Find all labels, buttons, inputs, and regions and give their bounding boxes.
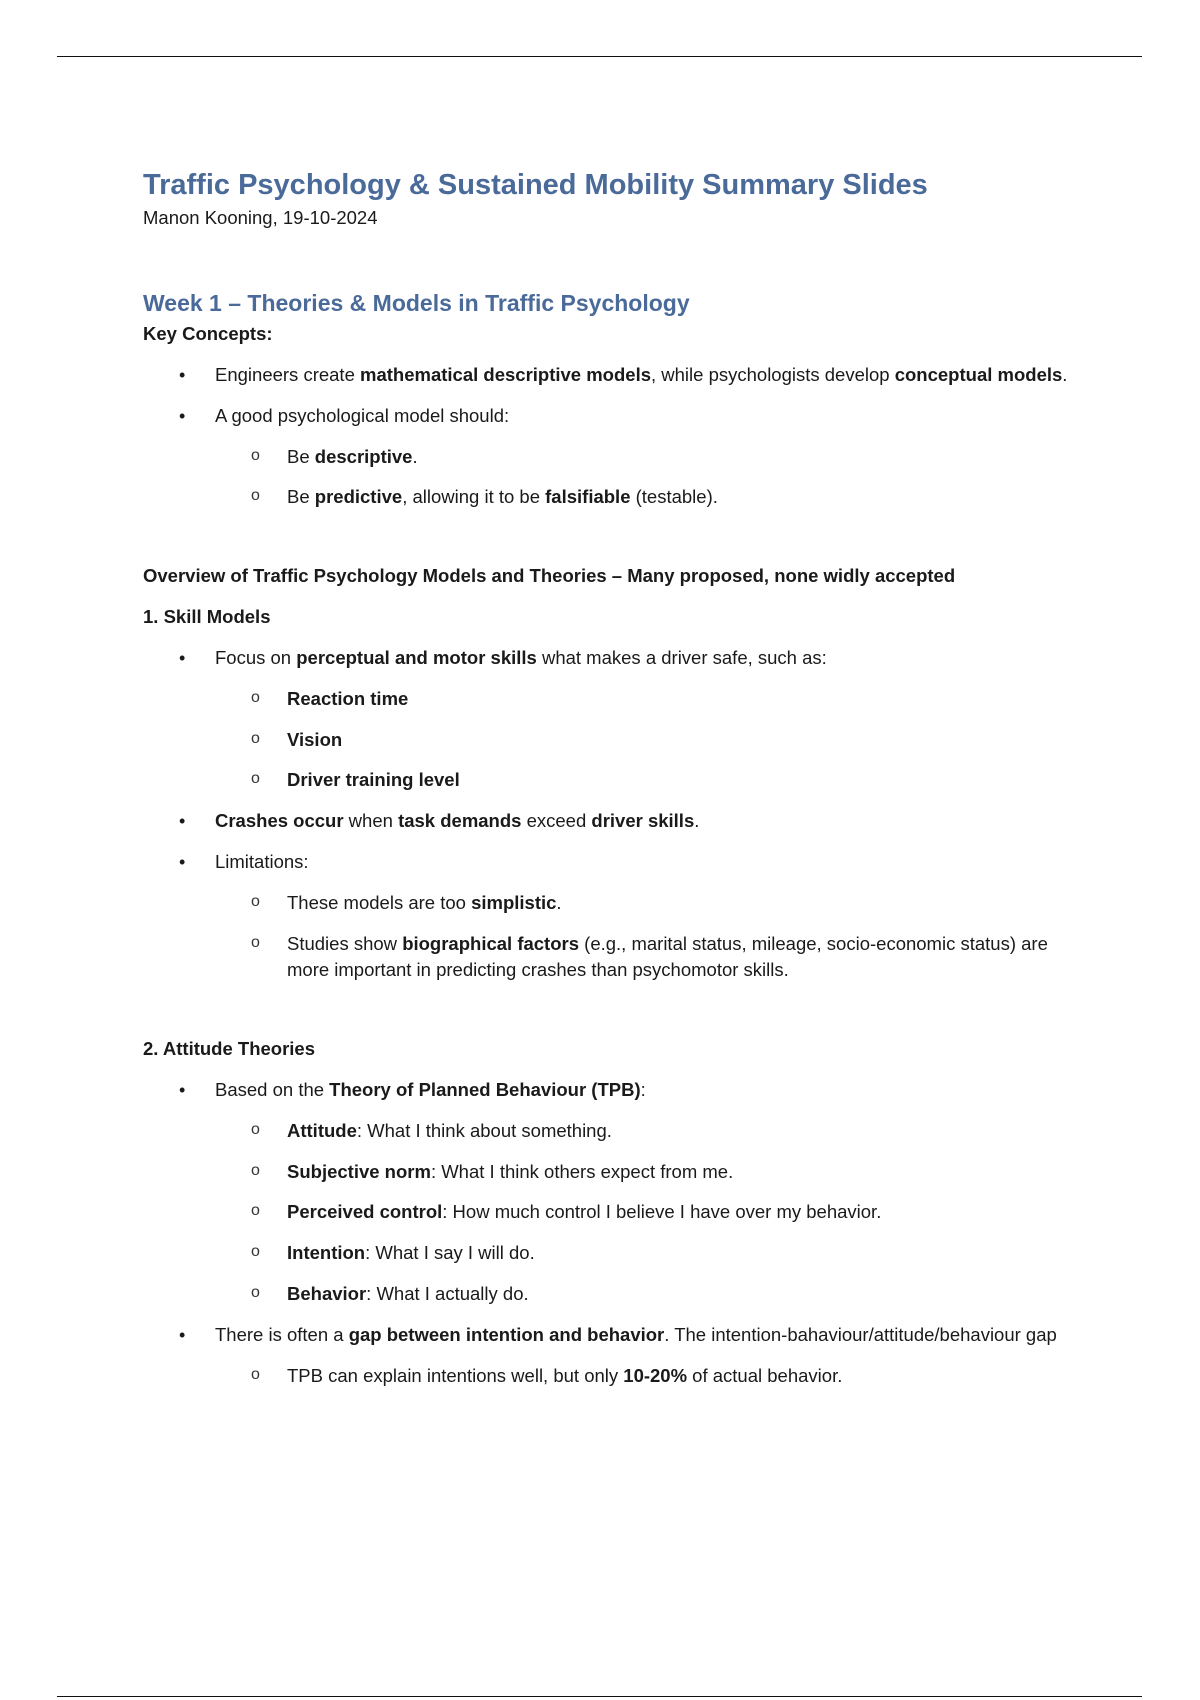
circle-bullet-icon: o: [251, 446, 260, 464]
sub-list: [215, 686, 1073, 794]
sub-list: [215, 444, 1073, 512]
circle-bullet-icon: o: [251, 487, 260, 505]
attitude-theories-list: [143, 1077, 1073, 1390]
overview-heading: Overview of Traffic Psychology Models and Theories – Many proposed, none widly accepted: [143, 565, 956, 587]
list-item: o Driver training level: [251, 769, 460, 791]
circle-bullet-icon: o: [251, 1284, 260, 1302]
bullet-icon: •: [179, 647, 186, 668]
list-item: • Limitations: o These models are too simplistic. o Studies show biographical factors (e.g., marital status, mileage, socio-economic status) are more important in predicting crashes than psychomotor skills.: [143, 849, 1073, 984]
circle-bullet-icon: o: [251, 1243, 260, 1261]
week1-heading: Week 1 – Theories & Models in Traffic Psychology: [143, 289, 690, 316]
list-item: o Vision: [251, 728, 343, 750]
skill-models-heading: 1. Skill Models: [143, 606, 271, 628]
list-item: o Studies show biographical factors (e.g., marital status, mileage, socio-economic status) are more important in predicting crashes than psychomotor skills.: [251, 932, 1048, 981]
circle-bullet-icon: o: [251, 1120, 260, 1138]
list-item: o Be predictive, allowing it to be falsifiable (testable).: [251, 486, 718, 508]
list-item: o Intention: What I say I will do.: [251, 1242, 535, 1264]
attitude-theories-heading: 2. Attitude Theories: [143, 1038, 316, 1060]
list-item: o Subjective norm: What I think others expect from me.: [251, 1160, 734, 1182]
page-title: Traffic Psychology & Sustained Mobility Summary Slides: [143, 169, 928, 201]
circle-bullet-icon: o: [251, 1202, 260, 1220]
circle-bullet-icon: o: [251, 729, 260, 747]
list-item: • A good psychological model should: o Be descriptive. o Be predictive, allowing it to be falsifiable (testable).: [143, 403, 1073, 511]
list-item: o Attitude: What I think about something.: [251, 1119, 612, 1141]
list-item: o Behavior: What I actually do.: [251, 1283, 529, 1305]
circle-bullet-icon: o: [251, 933, 260, 951]
header-rule: [57, 56, 1142, 57]
list-item: • Based on the Theory of Planned Behaviour (TPB): o Attitude: What I think about something. o Subjective norm: What I think others expect from me. o Perceived control: How much control I believe I have over my behavior. o Intention: What I say I will do. o Behavior: What I actually do.: [143, 1077, 1073, 1308]
list-item: o These models are too simplistic.: [251, 891, 562, 913]
key-concepts-label: Key Concepts:: [143, 323, 273, 345]
list-item: • Focus on perceptual and motor skills what makes a driver safe, such as: o Reaction time o Vision o Driver training level: [143, 645, 1073, 794]
list-item: • Engineers create mathematical descriptive models, while psychologists develop conceptual models.: [143, 362, 1073, 389]
list-item: o TPB can explain intentions well, but only 10-20% of actual behavior.: [251, 1364, 843, 1386]
list-item: • There is often a gap between intention and behavior. The intention-bahaviour/attitude/behaviour gap o TPB can explain intentions well, but only 10-20% of actual behavior.: [143, 1322, 1073, 1390]
bullet-icon: •: [179, 405, 186, 426]
key-concepts-list: [143, 362, 1073, 511]
circle-bullet-icon: o: [251, 892, 260, 910]
circle-bullet-icon: o: [251, 688, 260, 706]
bullet-icon: •: [179, 1324, 186, 1345]
bullet-icon: •: [179, 811, 186, 832]
sub-list: [215, 1118, 1073, 1308]
circle-bullet-icon: o: [251, 770, 260, 788]
skill-models-list: [143, 645, 1073, 984]
footer-rule: [57, 1696, 1142, 1697]
list-item: o Perceived control: How much control I believe I have over my behavior.: [251, 1201, 882, 1223]
bullet-icon: •: [179, 1080, 186, 1101]
sub-list: [215, 890, 1073, 984]
bullet-icon: •: [179, 851, 186, 872]
circle-bullet-icon: o: [251, 1365, 260, 1383]
sub-list: [215, 1363, 1073, 1390]
list-item: • Crashes occur when task demands exceed driver skills.: [143, 808, 1073, 835]
list-item: o Be descriptive.: [251, 445, 418, 467]
author-date: Manon Kooning, 19-10-2024: [143, 206, 378, 228]
circle-bullet-icon: o: [251, 1161, 260, 1179]
list-item: o Reaction time: [251, 687, 409, 709]
bullet-icon: •: [179, 365, 186, 386]
document-body: [143, 168, 1073, 1404]
